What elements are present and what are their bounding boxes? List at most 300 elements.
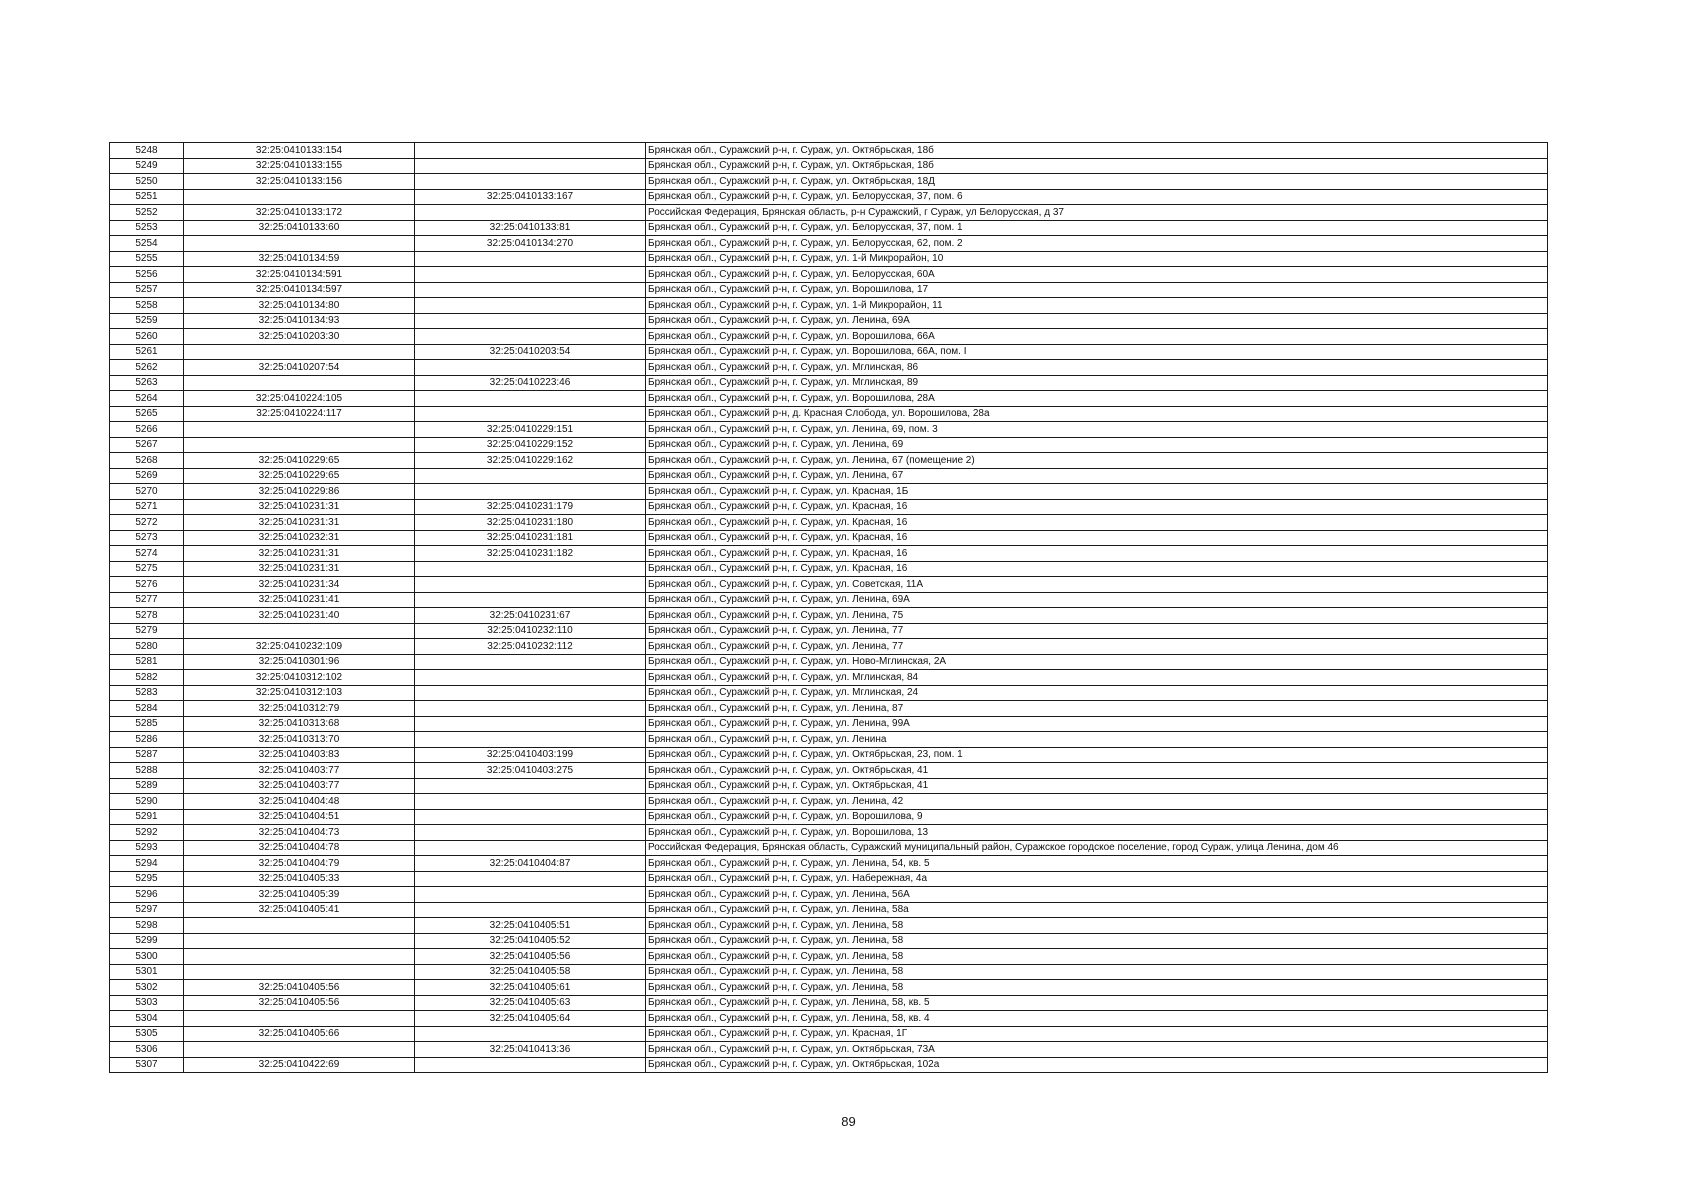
address-cell: Брянская обл., Суражский р-н, г. Сураж, ул. Ленина, 87	[646, 701, 1548, 717]
related-cadastral-number-cell: 32:25:0410405:52	[415, 933, 646, 949]
related-cadastral-number-cell	[415, 313, 646, 329]
cadastral-number-cell: 32:25:0410203:30	[184, 329, 415, 345]
cadastral-number-cell: 32:25:0410232:109	[184, 639, 415, 655]
table-row	[110, 949, 1548, 965]
table-row	[110, 964, 1548, 980]
address-cell: Брянская обл., Суражский р-н, г. Сураж, ул. Ленина, 67 (помещение 2)	[646, 453, 1548, 469]
row-number-cell: 5277	[110, 592, 184, 608]
cadastral-number-cell: 32:25:0410312:102	[184, 670, 415, 686]
row-number-cell: 5284	[110, 701, 184, 717]
related-cadastral-number-cell	[415, 158, 646, 174]
row-number-cell: 5256	[110, 267, 184, 283]
related-cadastral-number-cell	[415, 701, 646, 717]
cadastral-number-cell: 32:25:0410405:33	[184, 871, 415, 887]
cadastral-number-cell: 32:25:0410404:78	[184, 840, 415, 856]
related-cadastral-number-cell	[415, 871, 646, 887]
row-number-cell: 5291	[110, 809, 184, 825]
table-row	[110, 406, 1548, 422]
related-cadastral-number-cell: 32:25:0410229:151	[415, 422, 646, 438]
row-number-cell: 5280	[110, 639, 184, 655]
row-number-cell: 5305	[110, 1026, 184, 1042]
related-cadastral-number-cell	[415, 484, 646, 500]
row-number-cell: 5296	[110, 887, 184, 903]
cadastral-number-cell: 32:25:0410404:51	[184, 809, 415, 825]
row-number-cell: 5258	[110, 298, 184, 314]
row-number-cell: 5269	[110, 468, 184, 484]
related-cadastral-number-cell	[415, 825, 646, 841]
table-row	[110, 654, 1548, 670]
address-cell: Брянская обл., Суражский р-н, г. Сураж, ул. Красная, 1Б	[646, 484, 1548, 500]
cadastral-number-cell: 32:25:0410207:54	[184, 360, 415, 376]
related-cadastral-number-cell: 32:25:0410405:58	[415, 964, 646, 980]
address-cell: Российская Федерация, Брянская область, р-н Суражский, г Сураж, ул Белорусская, д 37	[646, 205, 1548, 221]
cadastral-number-cell: 32:25:0410403:77	[184, 778, 415, 794]
related-cadastral-number-cell	[415, 468, 646, 484]
cadastral-number-cell	[184, 375, 415, 391]
related-cadastral-number-cell: 32:25:0410133:167	[415, 189, 646, 205]
cadastral-number-cell: 32:25:0410231:31	[184, 499, 415, 515]
cadastral-number-cell	[184, 1042, 415, 1058]
cadastral-number-cell	[184, 949, 415, 965]
table-row	[110, 685, 1548, 701]
related-cadastral-number-cell	[415, 840, 646, 856]
related-cadastral-number-cell	[415, 1057, 646, 1073]
table-row	[110, 1057, 1548, 1073]
related-cadastral-number-cell: 32:25:0410134:270	[415, 236, 646, 252]
cadastral-number-cell: 32:25:0410231:31	[184, 515, 415, 531]
cadastral-number-cell: 32:25:0410313:68	[184, 716, 415, 732]
cadastral-number-cell: 32:25:0410312:103	[184, 685, 415, 701]
table-row	[110, 360, 1548, 376]
address-cell: Брянская обл., Суражский р-н, г. Сураж, ул. Красная, 16	[646, 515, 1548, 531]
address-cell: Брянская обл., Суражский р-н, г. Сураж, ул. Ленина, 58а	[646, 902, 1548, 918]
table-row	[110, 763, 1548, 779]
cadastral-number-cell: 32:25:0410134:59	[184, 251, 415, 267]
row-number-cell: 5281	[110, 654, 184, 670]
related-cadastral-number-cell: 32:25:0410229:152	[415, 437, 646, 453]
address-cell: Брянская обл., Суражский р-н, г. Сураж, ул. Белорусская, 37, пом. 1	[646, 220, 1548, 236]
table-row	[110, 933, 1548, 949]
table-row	[110, 592, 1548, 608]
table-row	[110, 298, 1548, 314]
address-cell: Брянская обл., Суражский р-н, г. Сураж, ул. Ленина, 58, кв. 5	[646, 995, 1548, 1011]
cadastral-number-cell: 32:25:0410422:69	[184, 1057, 415, 1073]
related-cadastral-number-cell	[415, 561, 646, 577]
address-cell: Брянская обл., Суражский р-н, г. Сураж, ул. Ворошилова, 66А, пом. I	[646, 344, 1548, 360]
related-cadastral-number-cell	[415, 654, 646, 670]
cadastral-number-cell	[184, 189, 415, 205]
cadastral-number-cell	[184, 344, 415, 360]
cadastral-number-cell: 32:25:0410231:31	[184, 546, 415, 562]
row-number-cell: 5302	[110, 980, 184, 996]
cadastral-number-cell: 32:25:0410405:56	[184, 980, 415, 996]
address-cell: Брянская обл., Суражский р-н, г. Сураж, ул. Набережная, 4а	[646, 871, 1548, 887]
cadastral-number-cell: 32:25:0410224:117	[184, 406, 415, 422]
table-row	[110, 546, 1548, 562]
address-cell: Брянская обл., Суражский р-н, г. Сураж, ул. Ленина, 56А	[646, 887, 1548, 903]
row-number-cell: 5263	[110, 375, 184, 391]
cadastral-number-cell: 32:25:0410133:154	[184, 143, 415, 159]
cadastral-number-cell: 32:25:0410404:79	[184, 856, 415, 872]
address-cell: Брянская обл., Суражский р-н, г. Сураж, ул. Октябрьская, 18б	[646, 143, 1548, 159]
address-cell: Брянская обл., Суражский р-н, г. Сураж, ул. Октябрьская, 102а	[646, 1057, 1548, 1073]
page-number: 89	[841, 1114, 856, 1129]
related-cadastral-number-cell: 32:25:0410403:275	[415, 763, 646, 779]
row-number-cell: 5287	[110, 747, 184, 763]
row-number-cell: 5278	[110, 608, 184, 624]
related-cadastral-number-cell	[415, 809, 646, 825]
table-row	[110, 484, 1548, 500]
address-cell: Брянская обл., Суражский р-н, г. Сураж, ул. Красная, 16	[646, 561, 1548, 577]
row-number-cell: 5285	[110, 716, 184, 732]
related-cadastral-number-cell: 32:25:0410232:112	[415, 639, 646, 655]
related-cadastral-number-cell: 32:25:0410405:63	[415, 995, 646, 1011]
row-number-cell: 5264	[110, 391, 184, 407]
row-number-cell: 5303	[110, 995, 184, 1011]
cadastral-number-cell	[184, 236, 415, 252]
row-number-cell: 5273	[110, 530, 184, 546]
related-cadastral-number-cell	[415, 143, 646, 159]
related-cadastral-number-cell	[415, 887, 646, 903]
table-row	[110, 561, 1548, 577]
address-cell: Брянская обл., Суражский р-н, г. Сураж, ул. Ново-Мглинская, 2А	[646, 654, 1548, 670]
row-number-cell: 5295	[110, 871, 184, 887]
related-cadastral-number-cell	[415, 685, 646, 701]
table-row	[110, 794, 1548, 810]
table-row	[110, 344, 1548, 360]
address-cell: Брянская обл., Суражский р-н, г. Сураж, ул. 1-й Микрорайон, 11	[646, 298, 1548, 314]
cadastral-number-cell: 32:25:0410133:156	[184, 174, 415, 190]
table-row	[110, 220, 1548, 236]
address-cell: Брянская обл., Суражский р-н, г. Сураж, ул. 1-й Микрорайон, 10	[646, 251, 1548, 267]
address-cell: Брянская обл., Суражский р-н, г. Сураж, ул. Белорусская, 60А	[646, 267, 1548, 283]
cadastral-number-cell: 32:25:0410231:31	[184, 561, 415, 577]
row-number-cell: 5257	[110, 282, 184, 298]
row-number-cell: 5282	[110, 670, 184, 686]
related-cadastral-number-cell	[415, 251, 646, 267]
address-cell: Брянская обл., Суражский р-н, г. Сураж, ул. Ленина, 77	[646, 639, 1548, 655]
address-cell: Брянская обл., Суражский р-н, г. Сураж, ул. Ленина, 69, пом. 3	[646, 422, 1548, 438]
related-cadastral-number-cell	[415, 732, 646, 748]
cadastral-number-cell: 32:25:0410404:48	[184, 794, 415, 810]
row-number-cell: 5253	[110, 220, 184, 236]
table-row	[110, 577, 1548, 593]
table-row	[110, 499, 1548, 515]
address-cell: Брянская обл., Суражский р-н, г. Сураж, ул. Ленина, 75	[646, 608, 1548, 624]
cadastral-number-cell: 32:25:0410231:40	[184, 608, 415, 624]
cadastral-number-cell: 32:25:0410229:86	[184, 484, 415, 500]
row-number-cell: 5304	[110, 1011, 184, 1027]
row-number-cell: 5306	[110, 1042, 184, 1058]
cadastral-number-cell: 32:25:0410133:155	[184, 158, 415, 174]
table-row	[110, 313, 1548, 329]
row-number-cell: 5290	[110, 794, 184, 810]
table-row	[110, 1042, 1548, 1058]
table-row	[110, 918, 1548, 934]
table-row	[110, 995, 1548, 1011]
row-number-cell: 5270	[110, 484, 184, 500]
row-number-cell: 5248	[110, 143, 184, 159]
address-cell: Брянская обл., Суражский р-н, г. Сураж, ул. Ленина, 54, кв. 5	[646, 856, 1548, 872]
row-number-cell: 5262	[110, 360, 184, 376]
related-cadastral-number-cell	[415, 902, 646, 918]
table-row	[110, 980, 1548, 996]
row-number-cell: 5289	[110, 778, 184, 794]
row-number-cell: 5272	[110, 515, 184, 531]
related-cadastral-number-cell	[415, 592, 646, 608]
table-row	[110, 236, 1548, 252]
table-row	[110, 391, 1548, 407]
table-row	[110, 887, 1548, 903]
cadastral-number-cell: 32:25:0410133:172	[184, 205, 415, 221]
row-number-cell: 5274	[110, 546, 184, 562]
row-number-cell: 5293	[110, 840, 184, 856]
row-number-cell: 5265	[110, 406, 184, 422]
row-number-cell: 5297	[110, 902, 184, 918]
row-number-cell: 5266	[110, 422, 184, 438]
table-row	[110, 825, 1548, 841]
cadastral-number-cell	[184, 918, 415, 934]
row-number-cell: 5275	[110, 561, 184, 577]
address-cell: Брянская обл., Суражский р-н, г. Сураж, ул. Белорусская, 37, пом. 6	[646, 189, 1548, 205]
address-cell: Брянская обл., Суражский р-н, г. Сураж, ул. Ленина, 58	[646, 949, 1548, 965]
row-number-cell: 5254	[110, 236, 184, 252]
address-cell: Брянская обл., Суражский р-н, г. Сураж, ул. Октябрьская, 18б	[646, 158, 1548, 174]
related-cadastral-number-cell: 32:25:0410231:180	[415, 515, 646, 531]
cadastral-number-cell: 32:25:0410134:591	[184, 267, 415, 283]
cadastral-number-cell: 32:25:0410405:39	[184, 887, 415, 903]
table-row	[110, 251, 1548, 267]
row-number-cell: 5286	[110, 732, 184, 748]
row-number-cell: 5259	[110, 313, 184, 329]
address-cell: Брянская обл., Суражский р-н, г. Сураж, ул. Ленина, 69А	[646, 592, 1548, 608]
related-cadastral-number-cell	[415, 360, 646, 376]
address-cell: Брянская обл., Суражский р-н, г. Сураж, ул. Ленина, 77	[646, 623, 1548, 639]
related-cadastral-number-cell: 32:25:0410404:87	[415, 856, 646, 872]
table-row	[110, 856, 1548, 872]
related-cadastral-number-cell	[415, 577, 646, 593]
related-cadastral-number-cell	[415, 298, 646, 314]
table-row	[110, 778, 1548, 794]
address-cell: Брянская обл., Суражский р-н, г. Сураж, ул. Октябрьская, 23, пом. 1	[646, 747, 1548, 763]
address-cell: Брянская обл., Суражский р-н, г. Сураж, ул. Ворошилова, 9	[646, 809, 1548, 825]
address-cell: Брянская обл., Суражский р-н, г. Сураж, ул. Ленина	[646, 732, 1548, 748]
address-cell: Брянская обл., Суражский р-н, г. Сураж, ул. Ленина, 69	[646, 437, 1548, 453]
cadastral-number-cell: 32:25:0410229:65	[184, 453, 415, 469]
table-row	[110, 205, 1548, 221]
table-row	[110, 189, 1548, 205]
related-cadastral-number-cell: 32:25:0410413:36	[415, 1042, 646, 1058]
cadastral-number-cell: 32:25:0410231:41	[184, 592, 415, 608]
row-number-cell: 5298	[110, 918, 184, 934]
table-row	[110, 143, 1548, 159]
related-cadastral-number-cell	[415, 778, 646, 794]
row-number-cell: 5249	[110, 158, 184, 174]
cadastral-number-cell: 32:25:0410232:31	[184, 530, 415, 546]
registry-table-body	[110, 143, 1548, 1073]
address-cell: Брянская обл., Суражский р-н, г. Сураж, ул. Ленина, 67	[646, 468, 1548, 484]
address-cell: Брянская обл., Суражский р-н, г. Сураж, ул. Октябрьская, 18Д	[646, 174, 1548, 190]
related-cadastral-number-cell: 32:25:0410133:81	[415, 220, 646, 236]
table-row	[110, 375, 1548, 391]
row-number-cell: 5300	[110, 949, 184, 965]
table-row	[110, 468, 1548, 484]
cadastral-number-cell: 32:25:0410224:105	[184, 391, 415, 407]
related-cadastral-number-cell	[415, 282, 646, 298]
related-cadastral-number-cell	[415, 670, 646, 686]
address-cell: Брянская обл., Суражский р-н, г. Сураж, ул. Мглинская, 89	[646, 375, 1548, 391]
table-row	[110, 282, 1548, 298]
row-number-cell: 5268	[110, 453, 184, 469]
address-cell: Брянская обл., Суражский р-н, г. Сураж, ул. Ленина, 58	[646, 918, 1548, 934]
related-cadastral-number-cell: 32:25:0410231:179	[415, 499, 646, 515]
address-cell: Брянская обл., Суражский р-н, г. Сураж, ул. Ворошилова, 17	[646, 282, 1548, 298]
row-number-cell: 5299	[110, 933, 184, 949]
row-number-cell: 5271	[110, 499, 184, 515]
table-row	[110, 515, 1548, 531]
address-cell: Брянская обл., Суражский р-н, г. Сураж, ул. Ворошилова, 13	[646, 825, 1548, 841]
cadastral-number-cell: 32:25:0410229:65	[184, 468, 415, 484]
table-row	[110, 530, 1548, 546]
related-cadastral-number-cell: 32:25:0410405:64	[415, 1011, 646, 1027]
address-cell: Брянская обл., Суражский р-н, г. Сураж, ул. Красная, 16	[646, 530, 1548, 546]
address-cell: Брянская обл., Суражский р-н, г. Сураж, ул. Ленина, 58	[646, 933, 1548, 949]
table-row	[110, 608, 1548, 624]
table-row	[110, 732, 1548, 748]
related-cadastral-number-cell	[415, 391, 646, 407]
address-cell: Брянская обл., Суражский р-н, г. Сураж, ул. Красная, 16	[646, 546, 1548, 562]
table-row	[110, 437, 1548, 453]
row-number-cell: 5276	[110, 577, 184, 593]
related-cadastral-number-cell: 32:25:0410223:46	[415, 375, 646, 391]
address-cell: Брянская обл., Суражский р-н, г. Сураж, ул. Красная, 16	[646, 499, 1548, 515]
related-cadastral-number-cell: 32:25:0410405:56	[415, 949, 646, 965]
cadastral-number-cell	[184, 422, 415, 438]
table-row	[110, 267, 1548, 283]
cadastral-number-cell: 32:25:0410403:83	[184, 747, 415, 763]
table-row	[110, 716, 1548, 732]
cadastral-number-cell: 32:25:0410134:93	[184, 313, 415, 329]
address-cell: Брянская обл., Суражский р-н, д. Красная Слобода, ул. Ворошилова, 28а	[646, 406, 1548, 422]
table-row	[110, 1011, 1548, 1027]
table-row	[110, 158, 1548, 174]
cadastral-number-cell: 32:25:0410403:77	[184, 763, 415, 779]
address-cell: Брянская обл., Суражский р-н, г. Сураж, ул. Октябрьская, 41	[646, 778, 1548, 794]
cadastral-number-cell: 32:25:0410134:597	[184, 282, 415, 298]
row-number-cell: 5267	[110, 437, 184, 453]
cadastral-number-cell: 32:25:0410405:66	[184, 1026, 415, 1042]
related-cadastral-number-cell: 32:25:0410229:162	[415, 453, 646, 469]
related-cadastral-number-cell	[415, 1026, 646, 1042]
row-number-cell: 5288	[110, 763, 184, 779]
cadastral-number-cell	[184, 933, 415, 949]
address-cell: Брянская обл., Суражский р-н, г. Сураж, ул. Ворошилова, 28А	[646, 391, 1548, 407]
related-cadastral-number-cell	[415, 267, 646, 283]
cadastral-number-cell: 32:25:0410404:73	[184, 825, 415, 841]
table-row	[110, 809, 1548, 825]
row-number-cell: 5261	[110, 344, 184, 360]
row-number-cell: 5283	[110, 685, 184, 701]
related-cadastral-number-cell	[415, 716, 646, 732]
related-cadastral-number-cell: 32:25:0410203:54	[415, 344, 646, 360]
related-cadastral-number-cell: 32:25:0410232:110	[415, 623, 646, 639]
row-number-cell: 5250	[110, 174, 184, 190]
table-row	[110, 453, 1548, 469]
table-row	[110, 747, 1548, 763]
cadastral-number-cell: 32:25:0410133:60	[184, 220, 415, 236]
related-cadastral-number-cell	[415, 329, 646, 345]
address-cell: Брянская обл., Суражский р-н, г. Сураж, ул. Ленина, 42	[646, 794, 1548, 810]
table-row	[110, 871, 1548, 887]
related-cadastral-number-cell	[415, 205, 646, 221]
table-row	[110, 1026, 1548, 1042]
address-cell: Брянская обл., Суражский р-н, г. Сураж, ул. Мглинская, 84	[646, 670, 1548, 686]
cadastral-number-cell: 32:25:0410313:70	[184, 732, 415, 748]
address-cell: Брянская обл., Суражский р-н, г. Сураж, ул. Белорусская, 62, пом. 2	[646, 236, 1548, 252]
table-row	[110, 422, 1548, 438]
related-cadastral-number-cell: 32:25:0410405:61	[415, 980, 646, 996]
address-cell: Брянская обл., Суражский р-н, г. Сураж, ул. Ленина, 58	[646, 964, 1548, 980]
row-number-cell: 5292	[110, 825, 184, 841]
address-cell: Брянская обл., Суражский р-н, г. Сураж, ул. Советская, 11А	[646, 577, 1548, 593]
table-row	[110, 329, 1548, 345]
related-cadastral-number-cell: 32:25:0410231:181	[415, 530, 646, 546]
related-cadastral-number-cell	[415, 174, 646, 190]
cadastral-number-cell: 32:25:0410312:79	[184, 701, 415, 717]
row-number-cell: 5294	[110, 856, 184, 872]
row-number-cell: 5252	[110, 205, 184, 221]
cadastral-number-cell: 32:25:0410405:56	[184, 995, 415, 1011]
cadastral-number-cell	[184, 623, 415, 639]
registry-table	[109, 142, 1548, 1073]
address-cell: Брянская обл., Суражский р-н, г. Сураж, ул. Ворошилова, 66А	[646, 329, 1548, 345]
cadastral-number-cell	[184, 437, 415, 453]
related-cadastral-number-cell: 32:25:0410403:199	[415, 747, 646, 763]
cadastral-number-cell: 32:25:0410134:80	[184, 298, 415, 314]
cadastral-number-cell: 32:25:0410405:41	[184, 902, 415, 918]
related-cadastral-number-cell: 32:25:0410231:67	[415, 608, 646, 624]
table-row	[110, 670, 1548, 686]
related-cadastral-number-cell	[415, 406, 646, 422]
row-number-cell: 5255	[110, 251, 184, 267]
cadastral-number-cell	[184, 1011, 415, 1027]
address-cell: Брянская обл., Суражский р-н, г. Сураж, ул. Ленина, 69А	[646, 313, 1548, 329]
table-row	[110, 902, 1548, 918]
address-cell: Российская Федерация, Брянская область, Суражский муниципальный район, Суражское городское поселение, город Сураж, улица Ленина, дом 46	[646, 840, 1548, 856]
table-row	[110, 639, 1548, 655]
related-cadastral-number-cell: 32:25:0410405:51	[415, 918, 646, 934]
row-number-cell: 5260	[110, 329, 184, 345]
table-row	[110, 701, 1548, 717]
row-number-cell: 5279	[110, 623, 184, 639]
cadastral-number-cell	[184, 964, 415, 980]
address-cell: Брянская обл., Суражский р-н, г. Сураж, ул. Красная, 1Г	[646, 1026, 1548, 1042]
address-cell: Брянская обл., Суражский р-н, г. Сураж, ул. Ленина, 58	[646, 980, 1548, 996]
table-row	[110, 840, 1548, 856]
cadastral-number-cell: 32:25:0410301:96	[184, 654, 415, 670]
table-row	[110, 623, 1548, 639]
address-cell: Брянская обл., Суражский р-н, г. Сураж, ул. Ленина, 58, кв. 4	[646, 1011, 1548, 1027]
row-number-cell: 5307	[110, 1057, 184, 1073]
related-cadastral-number-cell: 32:25:0410231:182	[415, 546, 646, 562]
address-cell: Брянская обл., Суражский р-н, г. Сураж, ул. Мглинская, 24	[646, 685, 1548, 701]
row-number-cell: 5301	[110, 964, 184, 980]
address-cell: Брянская обл., Суражский р-н, г. Сураж, ул. Октябрьская, 41	[646, 763, 1548, 779]
row-number-cell: 5251	[110, 189, 184, 205]
address-cell: Брянская обл., Суражский р-н, г. Сураж, ул. Ленина, 99А	[646, 716, 1548, 732]
cadastral-number-cell: 32:25:0410231:34	[184, 577, 415, 593]
address-cell: Брянская обл., Суражский р-н, г. Сураж, ул. Октябрьская, 73А	[646, 1042, 1548, 1058]
